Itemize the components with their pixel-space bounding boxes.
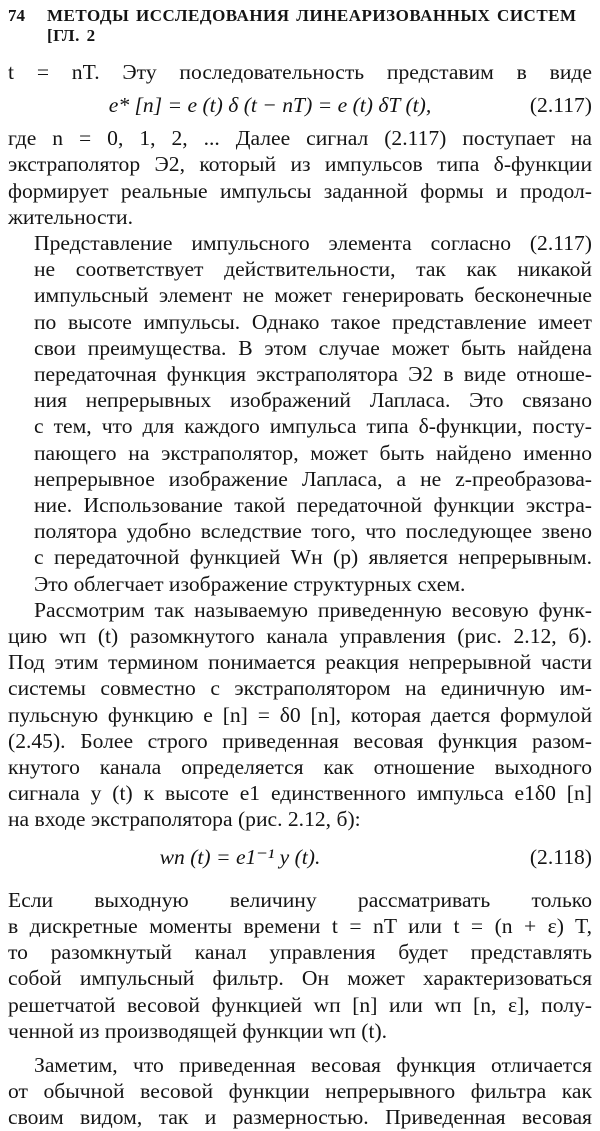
text-line: пульсную функцию e [n] = δ0 [n], которая дается формулой: [8, 702, 592, 727]
text-line: на входе экстраполятора (рис. 2.12, б):: [8, 807, 361, 832]
paragraph-1: [8, 59, 592, 85]
text-line: (2.45). Более строго приведенная весовая функция разом-: [8, 728, 592, 753]
text-line: системы совместно с экстраполятором на единичную им-: [8, 676, 592, 701]
text-line: Представление импульсного элемента согласно (2.117): [34, 231, 592, 256]
text-line: собой импульсный фильтр. Он может характеризоваться: [8, 966, 592, 991]
text-line: ния непрерывных изображений Лапласа. Это связано: [34, 388, 592, 413]
text-line: Это облегчает изображение структурных схем.: [34, 571, 466, 596]
text-line: непрерывное изображение Лапласа, а не z-преобразова-: [34, 466, 592, 491]
text-line: экстраполятор Э2, который из импульсов типа δ-функции: [8, 152, 592, 177]
equation-body: wп (t) = e1⁻¹ y (t).: [159, 844, 321, 869]
text-line: ченной из производящей функции wп (t).: [8, 1018, 388, 1043]
text-line: Рассмотрим так называемую приведенную весовую функ-: [34, 597, 592, 622]
equation-number: (2.118): [529, 844, 592, 869]
text-line: с тем, что для каждого импульса типа δ-функции, посту-: [34, 414, 592, 439]
text-line: от обычной весовой функции непрерывного фильтра как: [8, 1079, 592, 1104]
paragraph-gap: [8, 1044, 592, 1052]
text-line: свои преимущества. В этом случае может быть найдена: [34, 335, 592, 360]
text-line: кнутого канала определяется как отношение выходного: [8, 755, 592, 780]
text-line: Если выходную величину рассматривать только: [8, 887, 592, 912]
paragraph-3: [8, 230, 592, 597]
text-line: передаточная функция экстраполятора Э2 в виде отноше-: [34, 362, 592, 387]
text-line: Заметим, что приведенная весовая функция отличается: [34, 1052, 592, 1077]
text-line: решетчатой весовой функцией wп [n] или wп [n, ε], полу-: [8, 992, 592, 1017]
text-line: с передаточной функцией Wн (p) является непрерывным.: [34, 545, 592, 570]
text-line: по высоте импульсы. Однако такое представление имеет: [34, 309, 592, 334]
text-line: жительности.: [8, 204, 133, 229]
running-title: МЕТОДЫ ИССЛЕДОВАНИЯ ЛИНЕАРИЗОВАННЫХ СИСТЕМ [ГЛ. 2: [47, 6, 577, 45]
text-line: своим видом, так и размерностью. Приведенная весовая: [8, 1105, 592, 1130]
equation-number: (2.117): [529, 93, 592, 118]
text-line: формирует реальные импульсы заданной формы и продол-: [8, 178, 592, 203]
page-header: [8, 6, 592, 46]
text-line: импульсный элемент не может генерировать бесконечные: [34, 283, 592, 308]
text-line: ние. Использование такой передаточной функции экстра-: [34, 493, 592, 518]
paragraph-2: [8, 125, 592, 230]
paragraph-4: [8, 597, 592, 833]
text-line: Под этим термином понимается реакция непрерывной части: [8, 650, 592, 675]
text-line: сигнала y (t) к высоте e1 единственного импульса e1δ0 [n]: [8, 781, 592, 806]
equation-body: e* [n] = e (t) δ (t − nT) = e (t) δT (t),: [108, 93, 432, 118]
text-line: где n = 0, 1, 2, ... Далее сигнал (2.117) поступает на: [8, 126, 592, 151]
paragraph-5: [8, 887, 592, 1044]
text-line: полятора удобно вследствие того, что последующее звено: [34, 519, 592, 544]
equation-2-118: [8, 833, 592, 887]
text-line: не соответствует действительности, так как никакой: [34, 257, 592, 282]
text-line: то разомкнутый канал управления будет представлять: [8, 940, 592, 965]
text-line: t = nT. Эту последовательность представим в виде: [8, 60, 592, 84]
page-number: 74: [8, 6, 25, 25]
text-line: пающего на экстраполятор, может быть найдено именно: [34, 440, 592, 465]
text-line: цию wп (t) разомкнутого канала управления (рис. 2.12, б).: [8, 624, 592, 649]
equation-2-117: [8, 85, 592, 125]
text-line: в дискретные моменты времени t = nT или t = (n + ε) T,: [8, 913, 592, 938]
paragraph-6: [8, 1052, 592, 1131]
